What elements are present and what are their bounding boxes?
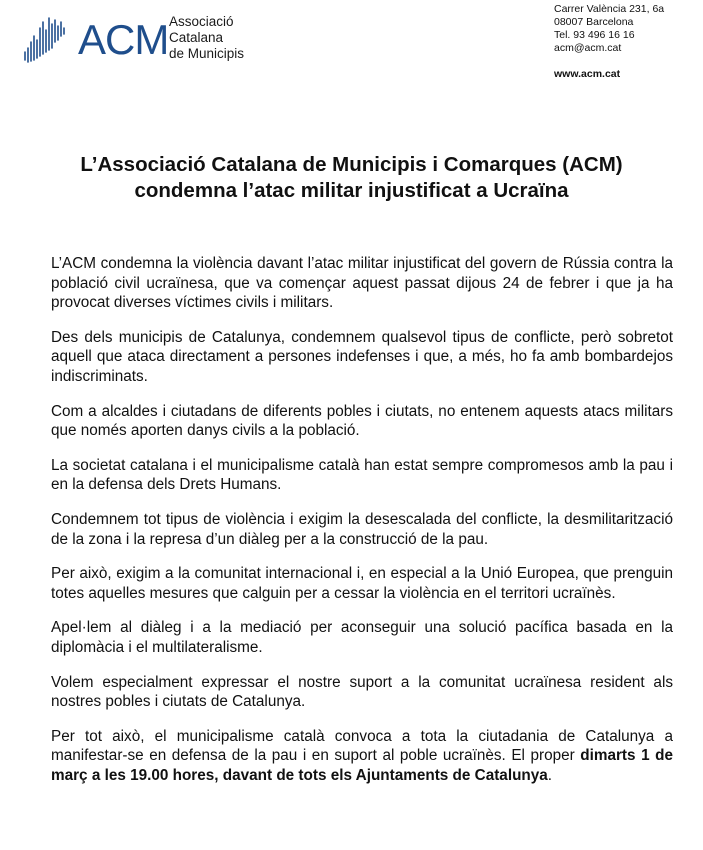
logo-name-line: Associació xyxy=(169,14,234,29)
acm-logo xyxy=(22,12,262,68)
body-paragraph: Per això, exigim a la comunitat internacional i, en especial a la Unió Europea, que prenguin totes aquelles mesures que calguin per a cessar la violència en el territori ucraïnès. xyxy=(51,565,673,602)
body-paragraph: La societat catalana i el municipalisme català han estat sempre compromesos amb la pau i en la defensa dels Drets Humans. xyxy=(51,456,673,494)
title-line: L’Associació Catalana de Municipis i Comarques (ACM) xyxy=(80,153,623,176)
document-body xyxy=(51,254,673,800)
body-paragraph: Condemnem tot tipus de violència i exigim la desescalada del conflicte, la desmilitarització de la zona i la represa d’un diàleg per a la construcció de la pau. xyxy=(51,510,673,548)
body-paragraph: Apel·lem al diàleg i a la mediació per aconseguir una solució pacífica basada en la diplomàcia i el multilateralisme. xyxy=(51,619,673,656)
document-title xyxy=(30,152,673,204)
logo-organization-name xyxy=(169,14,244,62)
contact-block xyxy=(554,3,664,81)
logo-name-line: Catalana xyxy=(169,30,224,45)
body-paragraph: Volem especialment expressar el nostre suport a la comunitat ucraïnesa resident als nostres pobles i ciutats de Catalunya. xyxy=(51,673,673,711)
final-paragraph xyxy=(51,727,673,786)
title-line: condemna l’atac militar injustificat a Ucraïna xyxy=(134,179,569,202)
phone-number: Tel. 93 496 16 16 xyxy=(554,29,635,41)
address-street: Carrer València 231, 6a xyxy=(554,3,665,15)
address-city: 08007 Barcelona xyxy=(554,16,634,28)
final-paragraph-end: . xyxy=(547,766,553,784)
logo-name-line: de Municipis xyxy=(169,46,245,61)
final-paragraph-text: Per tot això, el municipalisme català convoca a tota la ciutadania de Catalunya a manifestar-se en defensa de la pau i en suport al poble ucraïnès. El proper xyxy=(51,727,673,765)
event-details: dimarts 1 de març a les 19.00 hores, davant de tots els Ajuntaments de Catalunya xyxy=(51,747,673,784)
waveform-logo-icon xyxy=(22,14,74,66)
logo-acronym: ACM xyxy=(78,16,169,63)
body-paragraph: L’ACM condemna la violència davant l’atac militar injustificat del govern de Rússia contra la població civil ucraïnesa, que va començar aquest passat dijous 24 de febrer i que ja ha provocat diverses víctimes civils i militars. xyxy=(51,255,673,312)
website-link[interactable]: www.acm.cat xyxy=(554,68,621,80)
body-paragraph: Des dels municipis de Catalunya, condemnem qualsevol tipus de conflicte, però sobretot aquell que ataca directament a persones indefenses i que, a més, ho fa amb bombardejos indiscriminats. xyxy=(51,328,673,385)
body-paragraph: Com a alcaldes i ciutadans de diferents pobles i ciutats, no entenem aquests atacs militars que només aporten danys civils a la població. xyxy=(51,402,673,440)
email-link[interactable]: acm@acm.cat xyxy=(554,42,622,54)
